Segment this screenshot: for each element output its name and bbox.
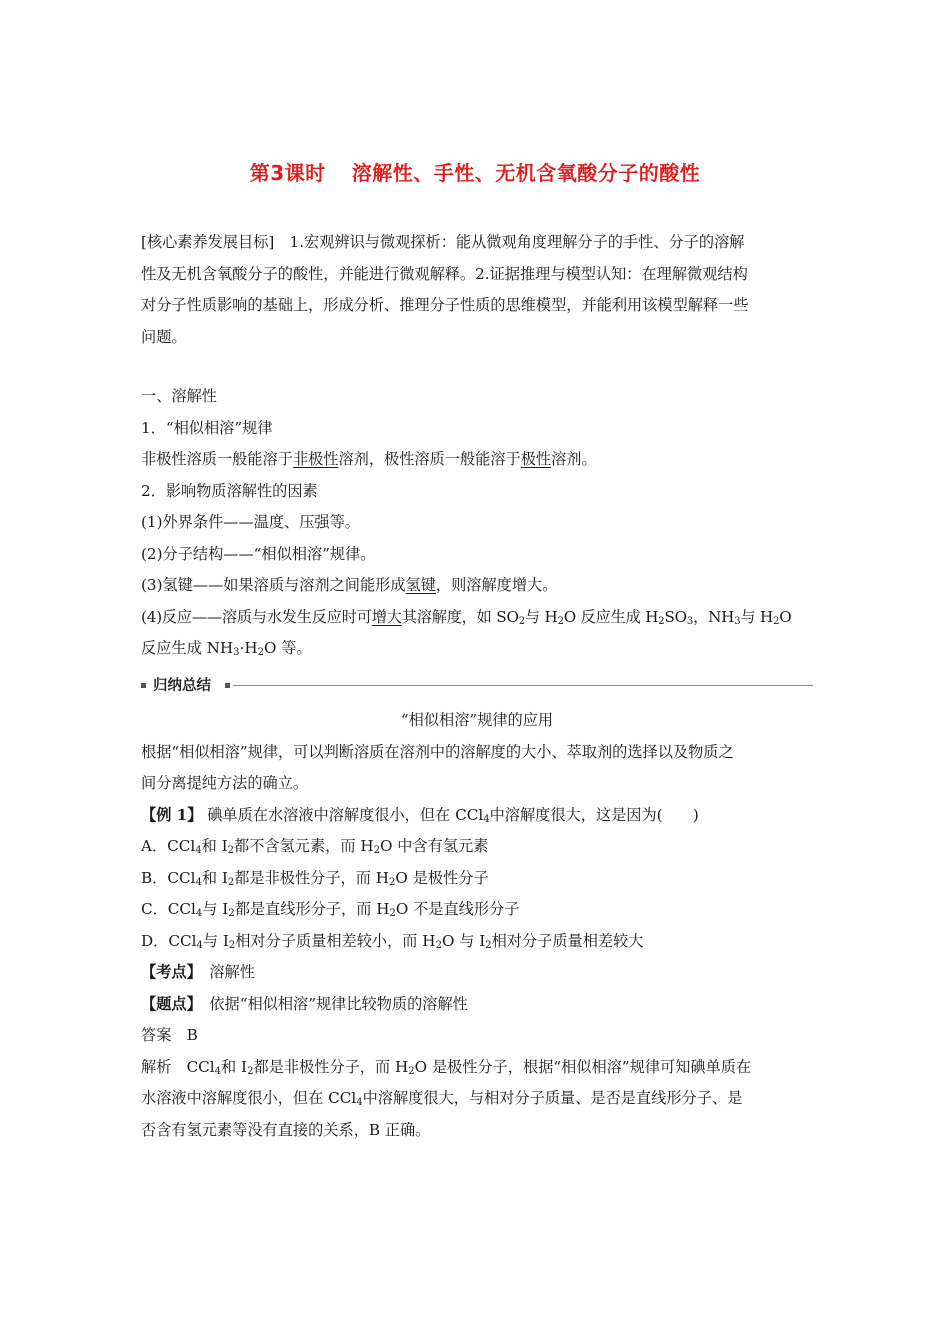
goals-line-1: [核心素养发展目标] 1.宏观辨识与微观探析：能从微观角度理解分子的手性、分子的溶解 bbox=[141, 233, 745, 251]
summary-divider bbox=[233, 685, 813, 686]
blank-answer: 非极性 bbox=[292, 450, 339, 468]
factor-4-cont: 反应生成 $NH_3\cdot H_2O$ 等。 bbox=[141, 639, 312, 658]
explanation-1: 解析 CCl$_4$和 $I_2$都是非极性分子，而 $H_2O$ 是极性分子，根据“相似相溶”规律可知碘单质在 bbox=[141, 1057, 752, 1077]
summary-heading: “相似相溶”规律的应用 bbox=[400, 711, 554, 729]
bullet-square bbox=[225, 683, 230, 688]
factor-3: (3)氢键——如果溶质与溶剂之间能形成氢键，则溶解度增大。 bbox=[141, 576, 558, 594]
lesson-topic: 溶解性、手性、无机含氧酸分子的酸性 bbox=[351, 161, 701, 185]
factor-4: (4)反应——溶质与水发生反应时可增大其溶解度，如 $SO_2$与 $H_2O$ 反应生成 $H_2SO_3$，$NH_3$与 $H_2O$ bbox=[141, 607, 792, 627]
solubility-section bbox=[141, 381, 813, 665]
rule-text: 非极性溶质一般能溶于非极性溶剂，极性溶质一般能溶于极性溶剂。 bbox=[141, 450, 597, 468]
summary-label: 归纳总结 bbox=[153, 678, 211, 694]
example-question: 【例 1】 碘单质在水溶液中溶解度很小，但在 CCl$_4$中溶解度很大，这是因为( ) bbox=[141, 805, 699, 825]
explanation-3: 否含有氢元素等没有直接的关系，B 正确。 bbox=[141, 1120, 431, 1139]
blank-answer: 氢键 bbox=[405, 576, 436, 594]
goals-line-3: 对分子性质影响的基础上，形成分析、推理分子性质的思维模型，并能利用该模型解释一些 bbox=[141, 296, 749, 314]
kaodian: 【考点】 溶解性 bbox=[141, 963, 255, 981]
answer: 答案 B bbox=[141, 1026, 198, 1044]
factors-title: 2．影响物质溶解性的因素 bbox=[141, 481, 318, 500]
core-goals bbox=[141, 227, 813, 353]
option-c: C．CCl$_4$与 $I_2$都是直线形分子，而 $H_2O$ 不是直线形分子 bbox=[141, 900, 520, 919]
option-d: D．CCl$_4$与 $I_2$相对分子质量相差较小，而 $H_2O$ 与 $I_2$相对分子质量相差较大 bbox=[141, 931, 644, 951]
goals-line-2: 性及无机含氧酸分子的酸性，并能进行微观解释。2.证据推理与模型认知：在理解微观结构 bbox=[141, 264, 748, 283]
goals-line-4: 问题。 bbox=[141, 327, 187, 346]
factor-1: (1)外界条件——温度、压强等。 bbox=[141, 513, 360, 531]
lesson-number: 第3课时 bbox=[249, 161, 326, 185]
blank-answer: 极性 bbox=[520, 450, 552, 468]
summary-bar bbox=[141, 676, 813, 696]
rule-title: 1．“相似相溶”规律 bbox=[141, 418, 273, 437]
option-b: B．CCl$_4$和 $I_2$都是非极性分子，而 $H_2O$ 是极性分子 bbox=[141, 868, 489, 888]
summary-content bbox=[141, 705, 813, 1146]
tidian: 【题点】 依据“相似相溶”规律比较物质的溶解性 bbox=[141, 994, 468, 1013]
blank-answer: 增大 bbox=[371, 607, 402, 626]
page-title bbox=[0, 157, 950, 186]
summary-text-1: 根据“相似相溶”规律，可以判断溶质在溶剂中的溶解度的大小、萃取剂的选择以及物质之 bbox=[141, 742, 734, 761]
factor-2: (2)分子结构——“相似相溶”规律。 bbox=[141, 544, 376, 563]
option-a: A．CCl$_4$和 $I_2$都不含氢元素，而 $H_2O$ 中含有氢元素 bbox=[141, 837, 489, 856]
example-tag: 【例 1】 bbox=[141, 805, 203, 824]
summary-text-2: 间分离提纯方法的确立。 bbox=[141, 774, 309, 792]
explanation-2: 水溶液中溶解度很小，但在 CCl$_4$中溶解度很大，与相对分子质量、是否是直线形分子、是 bbox=[141, 1089, 743, 1108]
bullet-square bbox=[141, 683, 146, 688]
section-heading: 一、溶解性 bbox=[141, 387, 217, 405]
